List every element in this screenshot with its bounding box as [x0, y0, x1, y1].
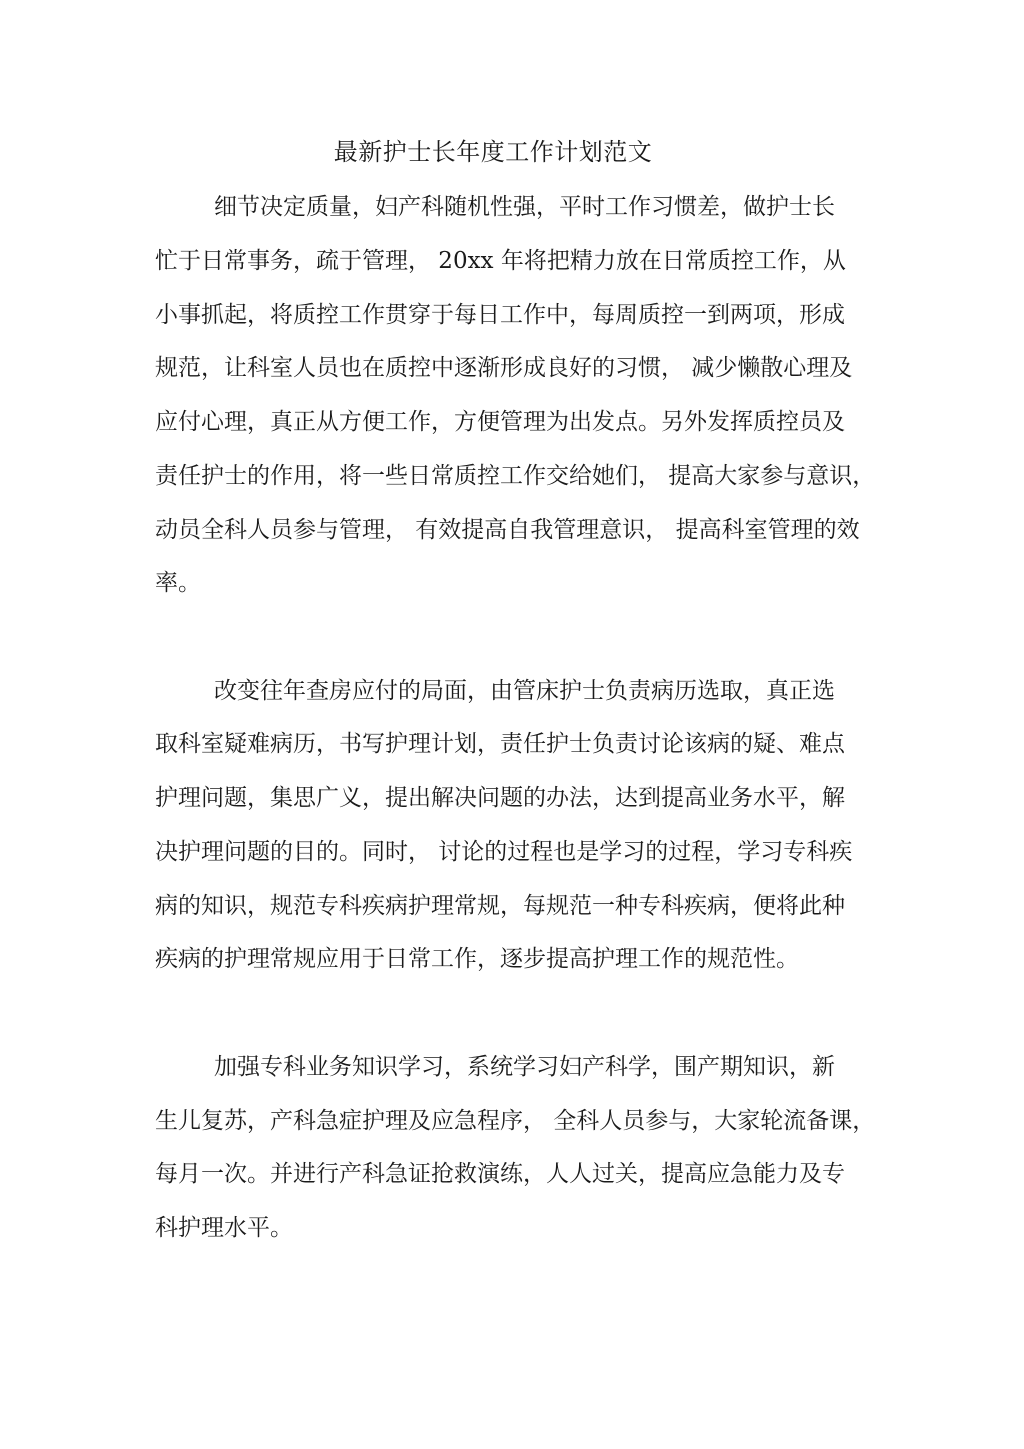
text-line: 加强专科业务知识学习，系统学习妇产科学，围产期知识，新	[214, 1054, 835, 1080]
text-line: 科护理水平。	[155, 1215, 293, 1241]
text-line: 忙于日常事务，疏于管理， 20xx 年将把精力放在日常质控工作，从	[155, 248, 846, 274]
text-line: 动员全科人员参与管理， 有效提高自我管理意识， 提高科室管理的效	[155, 517, 860, 543]
text-line: 生儿复苏，产科急症护理及应急程序， 全科人员参与，大家轮流备课，	[155, 1108, 876, 1134]
text-line: 小事抓起，将质控工作贯穿于每日工作中，每周质控一到两项，形成	[155, 302, 845, 328]
text-line: 病的知识，规范专科疾病护理常规，每规范一种专科疾病，便将此种	[155, 893, 845, 919]
text-line: 责任护士的作用，将一些日常质控工作交给她们， 提高大家参与意识，	[155, 463, 876, 489]
text-line: 疾病的护理常规应用于日常工作，逐步提高护理工作的规范性。	[155, 946, 799, 972]
text-line: 率。	[155, 570, 201, 596]
text-line: 决护理问题的目的。同时， 讨论的过程也是学习的过程，学习专科疾	[155, 839, 853, 865]
text-line: 取科室疑难病历，书写护理计划，责任护士负责讨论该病的疑、难点	[155, 731, 845, 757]
text-line: 细节决定质量，妇产科随机性强，平时工作习惯差，做护士长	[214, 194, 835, 220]
text-line: 改变往年查房应付的局面，由管床护士负责病历选取，真正选	[214, 678, 835, 704]
text-line: 应付心理，真正从方便工作，方便管理为出发点。另外发挥质控员及	[155, 409, 845, 435]
text-line: 规范，让科室人员也在质控中逐渐形成良好的习惯， 减少懒散心理及	[155, 355, 853, 381]
text-line: 护理问题，集思广义，提出解决问题的办法，达到提高业务水平，解	[155, 785, 845, 811]
document-title: 最新护士长年度工作计划范文	[333, 138, 653, 166]
text-line: 每月一次。并进行产科急证抢救演练，人人过关，提高应急能力及专	[155, 1161, 845, 1187]
